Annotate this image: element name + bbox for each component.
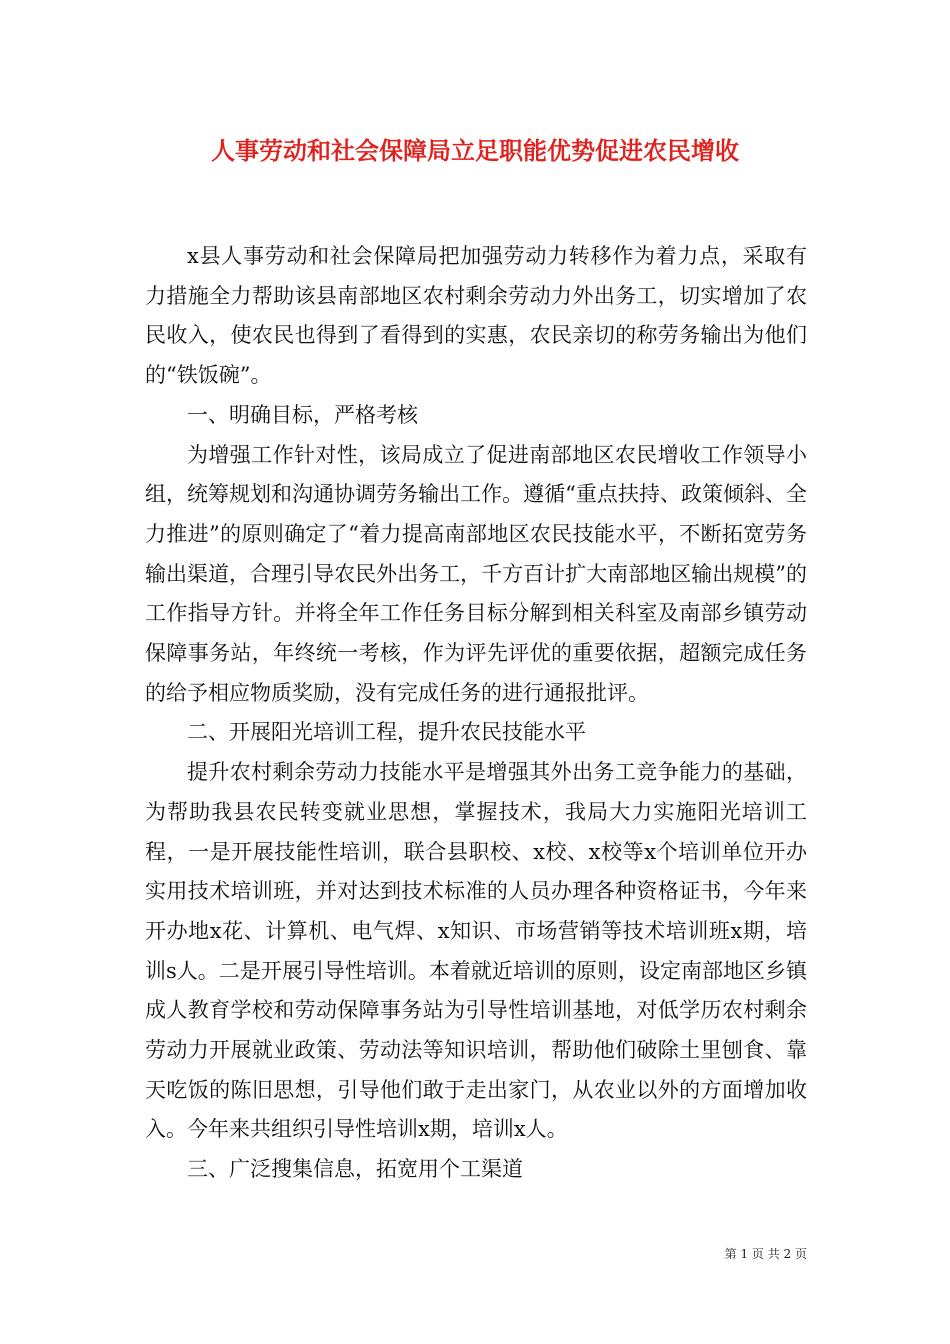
paragraph-section-1: 为增强工作针对性，该局成立了促进南部地区农民增收工作领导小组，统筹规划和沟通协调劳务输出工作。遵循“重点扶持、政策倾斜、全力推进”的原则确定了“着力提高南部地区农民技能水平，不断拓宽劳务输出渠道，合理引导农民外出务工，千方百计扩大南部地区输出规模”的工作指导方针。并将全年工作任务目标分解到相关科室及南部乡镇劳动保障事务站，年终统一考核，作为评先评优的重要依据，超额完成任务的给予相应物质奖励，没有完成任务的进行通报批评。 — [145, 442, 807, 705]
document-title: 人事劳动和社会保障局立足职能优势促进农民增收 — [211, 136, 739, 165]
document-body — [145, 237, 807, 1190]
page-number: 第 1 页 共 2 页 — [724, 1247, 807, 1261]
section-heading-1: 一、明确目标，严格考核 — [187, 402, 418, 427]
section-heading-2: 二、开展阳光培训工程，提升农民技能水平 — [187, 720, 586, 745]
paragraph-intro: x县人事劳动和社会保障局把加强劳动力转移作为着力点，采取有力措施全力帮助该县南部地区农村剩余劳动力外出务工，切实增加了农民收入，使农民也得到了看得到的实惠，农民亲切的称劳务输出为他们的“铁饭碗”。 — [145, 244, 807, 388]
section-heading-3: 三、广泛搜集信息，拓宽用个工渠道 — [187, 1157, 523, 1182]
paragraph-section-2: 提升农村剩余劳动力技能水平是增强其外出务工竞争能力的基础，为帮助我县农民转变就业思想，掌握技术，我局大力实施阳光培训工程，一是开展技能性培训，联合县职校、x校、x校等x个培训单位开办实用技术培训班，并对达到技术标准的人员办理各种资格证书，今年来开办地x花、计算机、电气焊、x知识、市场营销等技术培训班x期，培训s人。二是开展引导性培训。本着就近培训的原则，设定南部地区乡镇成人教育学校和劳动保障事务站为引导性培训基地，对低学历农村剩余劳动力开展就业政策、劳动法等知识培训，帮助他们破除土里刨食、靠天吃饭的陈旧思想，引导他们敢于走出家门，从农业以外的方面增加收入。今年来共组织引导性培训x期，培训x人。 — [145, 760, 807, 1142]
